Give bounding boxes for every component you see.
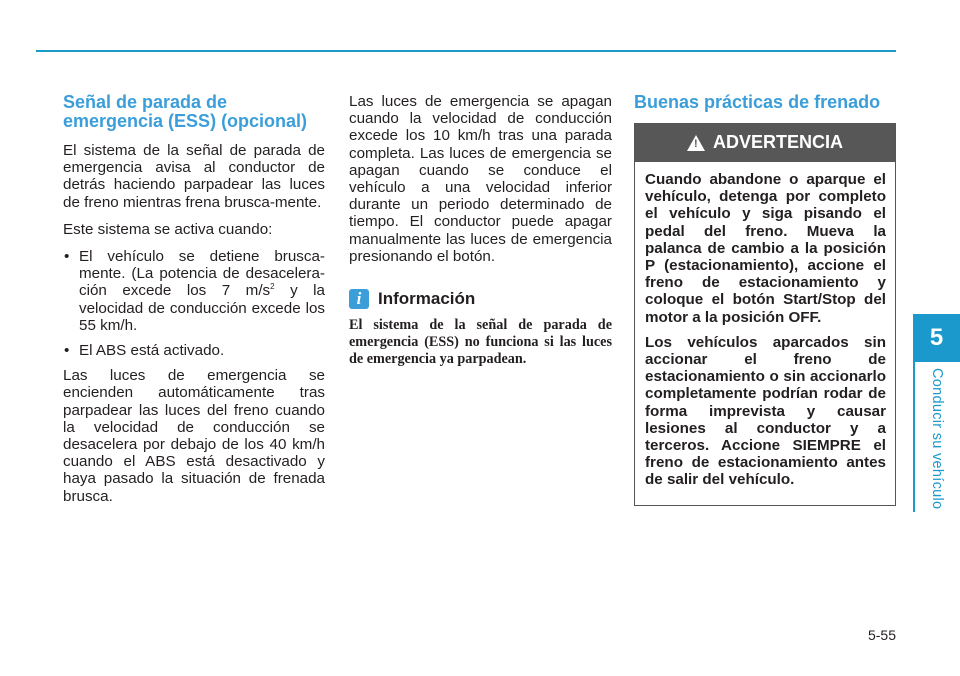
chapter-label: Conducir su vehículo [929,368,945,510]
warning-triangle-icon [687,135,705,151]
paragraph: El sistema de la señal de parada de emergencia avisa al conductor de detrás haciendo parpadear las luces de freno mientras frena brusca-mente. [63,142,325,211]
warning-mark: ! [693,138,698,150]
chapter-rule [913,362,915,512]
warning-header [635,124,895,162]
chapter-tab: 5 [913,314,960,362]
warning-paragraph: Los vehículos aparcados sin accionar el freno de estacionamiento o sin accionarlo completamente podrían rodar de forma imprevista y causar lesiones al conductor y a terceros. Accione SIEMPRE el freno de estacionamiento antes de salir del vehículo. [645,333,886,489]
list-item [63,342,325,359]
info-header [349,289,612,309]
paragraph: Este sistema se activa cuando: [63,220,273,238]
warning-title: ADVERTENCIA [712,132,843,153]
bullet-marker: • [64,342,70,360]
section-heading-ess: Señal de parada de emergencia (ESS) (opcional) [63,92,308,131]
paragraph: Las luces de emergencia se encienden automáticamente tras parpadear las luces del freno cuando la velocidad de conducción se desacelera por debajo de los 40 km/h cuando el ABS está desactivado y haya pasado la situación de frenada brusca. [63,367,325,505]
top-rule [36,50,896,52]
bullet-marker: • [64,248,70,266]
info-title: Información [378,289,476,309]
column-middle [349,93,612,368]
info-icon: i [349,289,369,309]
warning-box [634,123,896,506]
list-item [63,248,325,334]
info-text: El sistema de la señal de parada de emergencia (ESS) no funciona si las luces de emergencia ya parpadean. [349,317,612,368]
paragraph: Las luces de emergencia se apagan cuando la velocidad de conducción excede los 10 km/h tras una parada completa. Las luces de emergencia se apagan cuando se conduce el vehículo a una velocidad inferior durante un periodo determinado de tiempo. El conductor puede apagar manualmente las luces de emergencia presionando el botón. [349,93,612,265]
warning-body [635,162,895,505]
superscript: 2 [270,282,275,292]
bullet-text: El ABS está activado. [79,342,225,360]
bullet-text: El vehículo se detiene brusca-mente. (La potencia de desacelera-ción excede los 7 m/s [79,248,325,300]
column-right [634,93,896,506]
page-number: 5-55 [867,627,896,643]
bullet-text-tail: y la velocidad de conducción excede los 55 km/h. [79,282,325,334]
warning-paragraph: Cuando abandone o aparque el vehículo, detenga por completo el vehículo y siga pisando el pedal del freno. Mueva la palanca de cambio a la posición P (estacionamiento), accione el freno de estacionamiento y coloque el botón Start/Stop del motor a la posición OFF. [645,171,886,326]
section-heading-braking: Buenas prácticas de frenado [634,92,881,112]
column-left [63,93,325,515]
bullet-list [63,248,325,359]
